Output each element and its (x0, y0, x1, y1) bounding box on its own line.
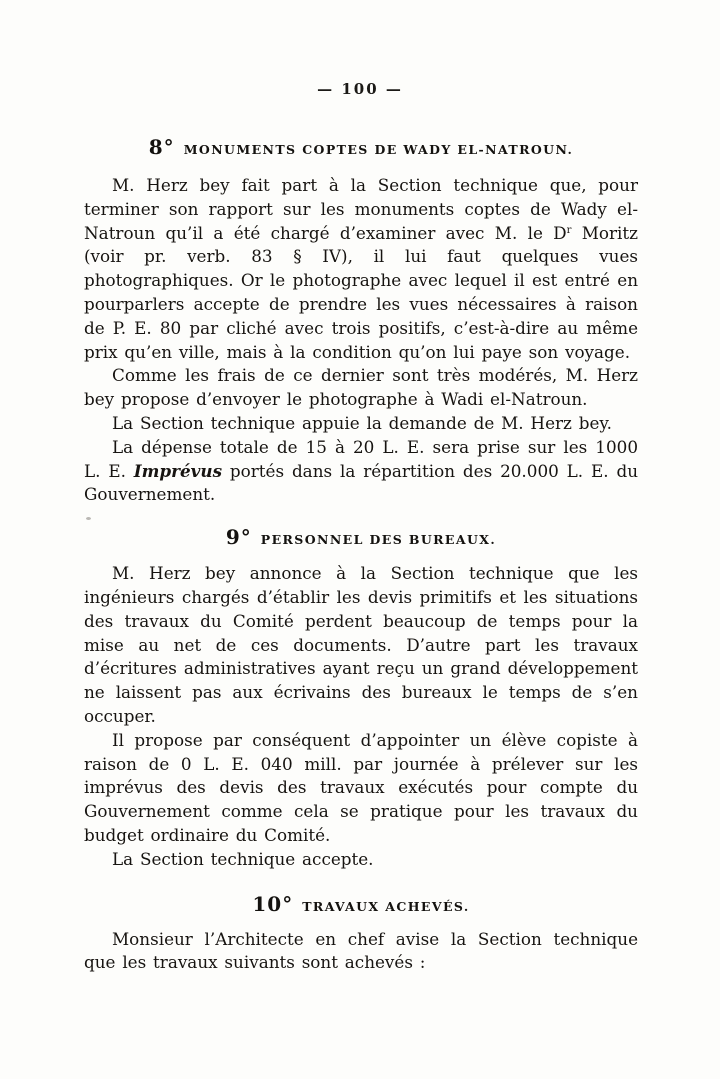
paragraph: La Section technique appuie la demande de M. Herz bey. (112, 412, 612, 433)
paragraph (84, 436, 638, 507)
section-heading-8 (84, 134, 638, 162)
paragraph: M. Herz bey annonce à la Section technique que les ingénieurs chargés d’établir les devis primitifs et les situations des travaux du Comité perdent beaucoup de temps pour la mise au net de ces documents. D’autre part les travaux d’écritures administratives ayant reçu un grand développement ne laissent pas aux écrivains des bureaux le temps de s’en occuper. (84, 563, 638, 726)
paragraph-text: La dépense totale de 15 à 20 L. E. sera prise sur les 1000 L. E. (84, 436, 638, 481)
section-title: PERSONNEL DES BUREAUX. (260, 532, 497, 548)
paragraph-text: M. Herz bey fait part à la Section technique que, pour terminer son rapport sur les monuments coptes de Wady el-Natroun qu’il a été chargé d’examiner avec M. le D (84, 175, 638, 243)
paragraph: Monsieur l’Architecte en chef avise la Section technique que les travaux suivants sont achevés : (84, 928, 638, 973)
section-number: 8° (148, 135, 175, 159)
paragraph: Comme les frais de ce dernier sont très modérés, M. Herz bey propose d’envoyer le photographe à Wadi el-Natroun. (84, 365, 638, 410)
section-number: 10° (252, 891, 294, 916)
page-number: — 100 — (317, 80, 403, 98)
paragraph (84, 174, 638, 364)
paragraph: Il propose par conséquent d’appointer un élève copiste à raison de 0 L. E. 040 mill. par journée à prélever sur les imprévus des devis des travaux exécutés pour compte du Gouvernement comme cela se pratique pour les travaux du budget ordinaire du Comité. (84, 729, 638, 845)
paragraph-text: portés dans la répartition des 20.000 L. E. du Gouvernement. (84, 460, 639, 505)
italic-word: Imprévus (133, 460, 223, 481)
section-title: TRAVAUX ACHEVÉS. (302, 898, 470, 914)
section-title: MONUMENTS COPTES DE WADY EL-NATROUN. (183, 142, 574, 157)
superscript-r: r (566, 224, 572, 236)
page-content (84, 134, 638, 975)
paragraph-text: Moritz (voir pr. verb. 83 § IV), il lui faut quelques vues photographiques. Or le photographe avec lequel il est entré en pourparlers accepte de prendre les vues nécessaires à raison de P. E. 80 par cliché avec trois positifs, c’est-à-dire au même prix qu’en ville, mais à la condition qu’on lui paye son voyage. (84, 222, 638, 362)
paragraph: La Section technique accepte. (112, 848, 374, 869)
section-number: 9° (225, 525, 252, 550)
section-heading-10 (84, 891, 638, 919)
section-heading-9 (84, 524, 638, 552)
